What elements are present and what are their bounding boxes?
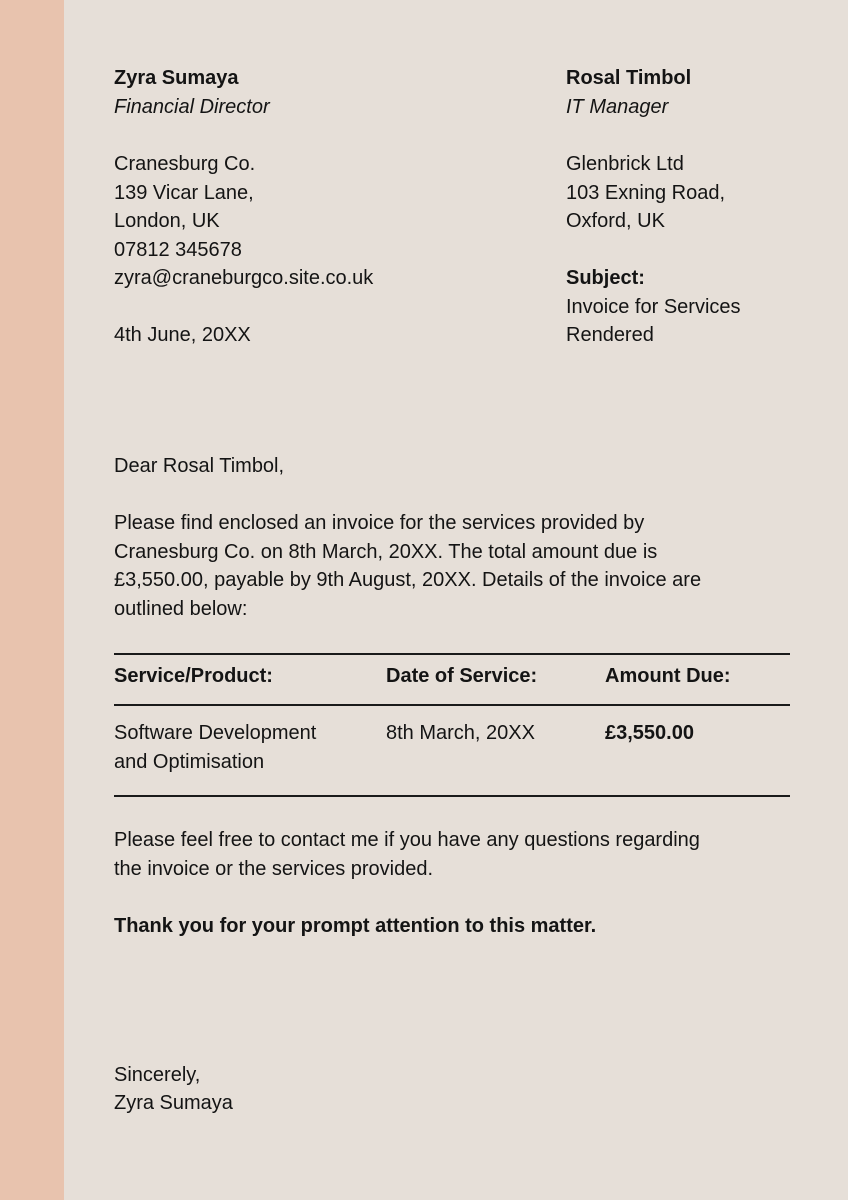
recipient-address-line1: 103 Exning Road, <box>566 182 726 204</box>
subject-line2: Rendered <box>566 324 654 346</box>
recipient-name: Rosal Timbol <box>566 67 692 89</box>
header-service: Service/Product: <box>114 665 273 687</box>
recipient-address-line2: Oxford, UK <box>566 210 665 232</box>
recipient-title: IT Manager <box>566 96 669 118</box>
sender-title: Financial Director <box>114 96 270 118</box>
cell-amount: £3,550.00 <box>605 722 694 744</box>
greeting: Dear Rosal Timbol, <box>114 455 285 477</box>
sender-address-line1: 139 Vicar Lane, <box>114 182 254 204</box>
sender-phone: 07812 345678 <box>114 239 242 261</box>
followup-line: Please feel free to contact me if you have any questions regarding <box>114 829 700 851</box>
intro-line: £3,550.00, payable by 9th August, 20XX. Details of the invoice are <box>114 569 702 591</box>
table-bottom-rule <box>114 795 790 797</box>
intro-line: Please find enclosed an invoice for the services provided by <box>114 512 645 534</box>
closing: Sincerely, <box>114 1064 201 1086</box>
letter-date: 4th June, 20XX <box>114 324 251 346</box>
table-header-rule <box>114 704 790 706</box>
table-top-rule <box>114 653 790 655</box>
intro-line: Cranesburg Co. on 8th March, 20XX. The total amount due is <box>114 541 658 563</box>
signature: Zyra Sumaya <box>114 1092 233 1114</box>
sender-address-line2: London, UK <box>114 210 220 232</box>
followup-line: the invoice or the services provided. <box>114 858 434 880</box>
sender-company: Cranesburg Co. <box>114 153 256 175</box>
sender-name: Zyra Sumaya <box>114 67 239 89</box>
sender-email: zyra@craneburgco.site.co.uk <box>114 267 374 289</box>
recipient-company: Glenbrick Ltd <box>566 153 684 175</box>
cell-service: Software Development <box>114 722 317 744</box>
subject-line1: Invoice for Services <box>566 296 741 318</box>
header-date: Date of Service: <box>386 665 538 687</box>
cell-date: 8th March, 20XX <box>386 722 535 744</box>
intro-line: outlined below: <box>114 598 248 620</box>
header-amount: Amount Due: <box>605 665 731 687</box>
decorative-side-stripe <box>0 0 64 1200</box>
cell-service-cont: and Optimisation <box>114 751 265 773</box>
thanks-line: Thank you for your prompt attention to this matter. <box>114 915 597 937</box>
subject-label: Subject: <box>566 267 645 289</box>
